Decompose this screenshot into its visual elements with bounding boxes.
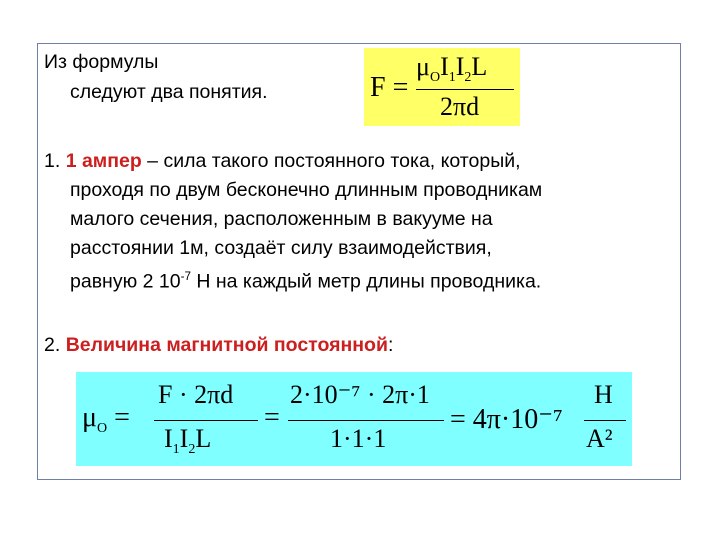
force-formula-numerator: $\mu_OI_1I_2L$ [416, 52, 488, 85]
force-formula-denominator: 2πd [440, 92, 480, 121]
item-1-term: 1 ампер [65, 150, 142, 172]
item-1-line-2: проходя по двум бесконечно длинным проводникам [70, 179, 543, 201]
mu-formula-unit-denominator: А² [586, 424, 613, 453]
item-2-number: 2. [44, 334, 61, 356]
mu-formula-frac1-denominator: $I_1I_2L$ [164, 424, 212, 457]
intro-line-1: Из формулы [44, 51, 159, 73]
magnetic-constant-formula-box [76, 372, 632, 466]
item-1-number: 1. [44, 150, 61, 172]
item-1-line-5-b: Н на каждый метр длины проводника. [190, 270, 542, 293]
mu-formula-unit-numerator: Н [594, 380, 613, 409]
mu-formula-frac2-numerator: 2·10⁻⁷ · 2π·1 [290, 380, 430, 409]
force-formula-box [364, 48, 520, 126]
mu-formula-frac2-denominator: 1·1·1 [330, 424, 387, 453]
item-1-line-4: расстоянии 1м, создаёт силу взаимодействия, [70, 237, 492, 259]
mu-formula-result: = 4π·10⁻⁷ [450, 404, 563, 435]
mu-formula-unit-line [584, 420, 626, 421]
mu-formula-frac1-numerator: F · 2πd [158, 380, 234, 409]
item-1-line-1-rest: – сила такого постоянного тока, который, [141, 150, 521, 172]
item-2-colon: : [387, 334, 394, 356]
item-1-line-5 [70, 263, 541, 296]
mu-formula-frac2-line [288, 420, 444, 421]
mu-formula-frac1-line [154, 420, 258, 421]
mu-formula-lhs: $\mu_O$ = [82, 402, 130, 436]
item-1-line-5-exponent: -7 [180, 270, 191, 283]
force-formula-lhs: F = [370, 72, 409, 103]
force-formula-fraction-line [416, 89, 514, 90]
intro-line-2: следуют два понятия. [70, 81, 268, 103]
item-2-line [44, 331, 393, 359]
item-1-line-5-a: равную 2 10 [70, 270, 181, 293]
item-1-line-3: малого сечения, расположенным в вакууме на [70, 208, 493, 230]
item-1-line-1 [44, 147, 521, 175]
mu-formula-equals-1: = [264, 402, 280, 433]
item-2-term: Величина магнитной постоянной [65, 334, 388, 356]
